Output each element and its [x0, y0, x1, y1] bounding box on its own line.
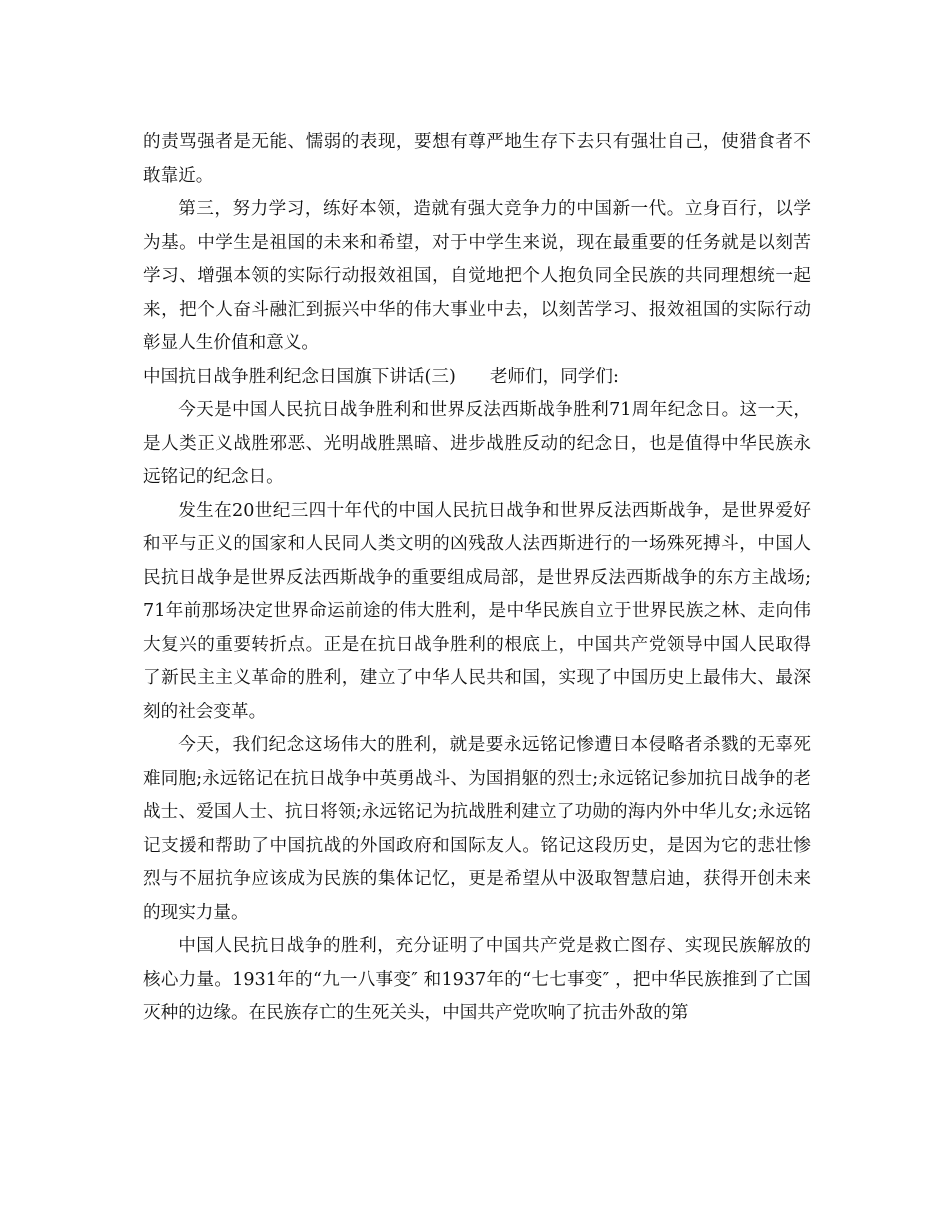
paragraph-history: 发生在20世纪三四十年代的中国人民抗日战争和世界反法西斯战争，是世界爱好和平与正义的国家和人民同人类文明的凶残敌人法西斯进行的一场殊死搏斗，中国人民抗日战争是世界反法西斯战争的重要组成局部，是世界反法西斯战争的东方主战场;71年前那场决定世界命运前途的伟大胜利，是中华民族自立于世界民族之林、走向伟大复兴的重要转折点。正是在抗日战争胜利的根底上，中国共产党领导中国人民取得了新民主主义革命的胜利，建立了中华人民共和国，实现了中国历史上最伟大、最深刻的社会变革。	[143, 500, 811, 722]
paragraph-remembrance: 今天，我们纪念这场伟大的胜利，就是要永远铭记惨遭日本侵略者杀戮的无辜死难同胞;永远铭记在抗日战争中英勇战斗、为国捐躯的烈士;永远铭记参加抗日战争的老战士、爱国人士、抗日将领;永远铭记为抗战胜利建立了功勋的海内外中华儿女;永远铭记支援和帮助了中国抗战的外国政府和国际友人。铭记这段历史，是因为它的悲壮惨烈与不屈抗争应该成为民族的集体记忆，更是希望从中汲取智慧启迪，获得开创未来的现实力量。	[143, 735, 811, 923]
speech-heading-line	[143, 361, 811, 395]
speech-title: 中国抗日战争胜利纪念日国旗下讲话(三)	[143, 366, 456, 387]
speech-salutation: 老师们，同学们:	[489, 366, 619, 387]
paragraph-continuation: 的责骂强者是无能、懦弱的表现，要想有尊严地生存下去只有强壮自己，使猎食者不敢靠近。	[143, 132, 811, 186]
paragraph-anniversary: 今天是中国人民抗日战争胜利和世界反法西斯战争胜利71周年纪念日。这一天，是人类正义战胜邪恶、光明战胜黑暗、进步战胜反动的纪念日，也是值得中华民族永远铭记的纪念日。	[143, 400, 811, 487]
document-body	[143, 126, 811, 1031]
paragraph-victory: 中国人民抗日战争的胜利，充分证明了中国共产党是救亡图存、实现民族解放的核心力量。1931年的“九一八事变″ 和1937年的“七七事变″ ，把中华民族推到了亡国灭种的边缘。在民族存亡的生死关头，中国共产党吹响了抗击外敌的第	[143, 936, 811, 1023]
paragraph-third-point: 第三，努力学习，练好本领，造就有强大竞争力的中国新一代。立身百行，以学为基。中学生是祖国的未来和希望，对于中学生来说，现在最重要的任务就是以刻苦学习、增强本领的实际行动报效祖国，自觉地把个人抱负同全民族的共同理想统一起来，把个人奋斗融汇到振兴中华的伟大事业中去，以刻苦学习、报效祖国的实际行动彰显人生价值和意义。	[143, 199, 811, 353]
